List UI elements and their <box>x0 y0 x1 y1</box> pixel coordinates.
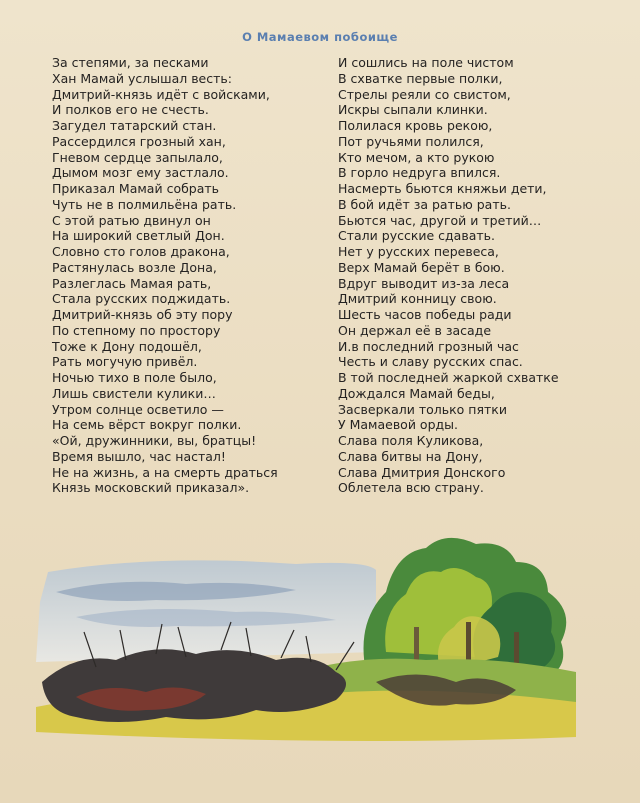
poem-line: У Мамаевой орды. <box>338 417 458 433</box>
poem-line: Слава Дмитрия Донского <box>338 464 506 480</box>
poem-line: Честь и славу русских спас. <box>338 354 523 370</box>
poem-line: В той последней жаркой схватке <box>338 370 559 385</box>
poem-line: Ночью тихо в поле было, <box>52 370 217 385</box>
poem-line: Слава поля Куликова, <box>338 433 484 448</box>
poem-line: И полков его не счесть. <box>52 102 209 118</box>
poem-line: Растянулась возле Дона, <box>52 259 217 275</box>
poem-line: Дмитрий-князь идёт с войсками, <box>52 86 270 102</box>
poem-line: По степному по простору <box>52 322 221 338</box>
poem-line: Стрелы реяли со свистом, <box>338 86 511 102</box>
page-title: О Мамаевом побоище <box>242 30 398 44</box>
poem-line: Засверкали только пятки <box>338 401 507 417</box>
poem-line: На широкий светлый Дон. <box>52 228 225 244</box>
poem-line: Искры сыпали клинки. <box>338 102 488 118</box>
poem-line: Лишь свистели кулики… <box>52 385 216 401</box>
poem-line: Дмитрий-князь об эту пору <box>52 307 233 322</box>
poem-line: Время вышло, час настал! <box>52 448 226 464</box>
poem-line: И.в последний грозный час <box>338 338 519 354</box>
poem-line: «Ой, дружинники, вы, братцы! <box>52 433 257 448</box>
poem-line: Стали русские сдавать. <box>338 228 495 244</box>
poem-line: Рать могучую привёл. <box>52 354 198 370</box>
poem-line: Вдруг выводит из-за леса <box>338 275 510 291</box>
poem-line: Словно сто голов дракона, <box>52 244 230 259</box>
battle-illustration <box>36 532 576 747</box>
poem-line: Тоже к Дону подошёл, <box>52 338 202 354</box>
poem-line: Облетела всю страну. <box>338 480 484 496</box>
poem-line: Дымом мозг ему застлало. <box>52 165 229 181</box>
poem-line: За степями, за песками <box>52 55 209 70</box>
poem-line: Князь московский приказал». <box>52 480 250 496</box>
poem-line: Чуть не в полмильёна рать. <box>52 196 237 212</box>
poem-line: Насмерть бьются княжьи дети, <box>338 181 547 196</box>
poem-line: Гневом сердце запылало, <box>52 149 223 165</box>
poem-line: Слава битвы на Дону, <box>338 448 483 464</box>
poem-line: Верх Мамай берёт в бою. <box>338 259 505 275</box>
poem-line: Приказал Мамай собрать <box>52 181 220 196</box>
poem-line: В бой идёт за ратью рать. <box>338 196 511 212</box>
poem-line: Пот ручьями полился, <box>338 133 484 149</box>
poem-line: Бьются час, другой и третий… <box>338 212 542 228</box>
poem-line: Разлеглась Мамая рать, <box>52 275 212 291</box>
poem-line: Нет у русских перевеса, <box>338 244 499 259</box>
poem-line: На семь вёрст вокруг полки. <box>52 417 242 433</box>
poem-line: В схватке первые полки, <box>338 70 503 86</box>
poem-line: Кто мечом, а кто рукою <box>338 149 495 165</box>
poem-line: Стала русских поджидать. <box>52 291 231 307</box>
poem-line: Рассердился грозный хан, <box>52 133 226 149</box>
poem-line: Дмитрий конницу свою. <box>338 291 497 307</box>
poem-line: Утром солнце осветило — <box>52 401 224 417</box>
poem-line: Шесть часов победы ради <box>338 307 512 322</box>
poem-line: И сошлись на поле чистом <box>338 55 514 70</box>
poem-line: Не на жизнь, а на смерть драться <box>52 464 278 480</box>
poem-line: Полилася кровь рекою, <box>338 118 493 133</box>
poem-line: Хан Мамай услышал весть: <box>52 70 232 86</box>
poem-line: В горло недруга впился. <box>338 165 501 181</box>
poem-line: Загудел татарский стан. <box>52 118 217 133</box>
poem-line: С этой ратью двинул он <box>52 212 211 228</box>
poem-line: Дождался Мамай беды, <box>338 385 495 401</box>
poem-right-column <box>338 55 598 496</box>
poem-left-column <box>52 55 317 496</box>
poem-line: Он держал её в засаде <box>338 322 492 338</box>
